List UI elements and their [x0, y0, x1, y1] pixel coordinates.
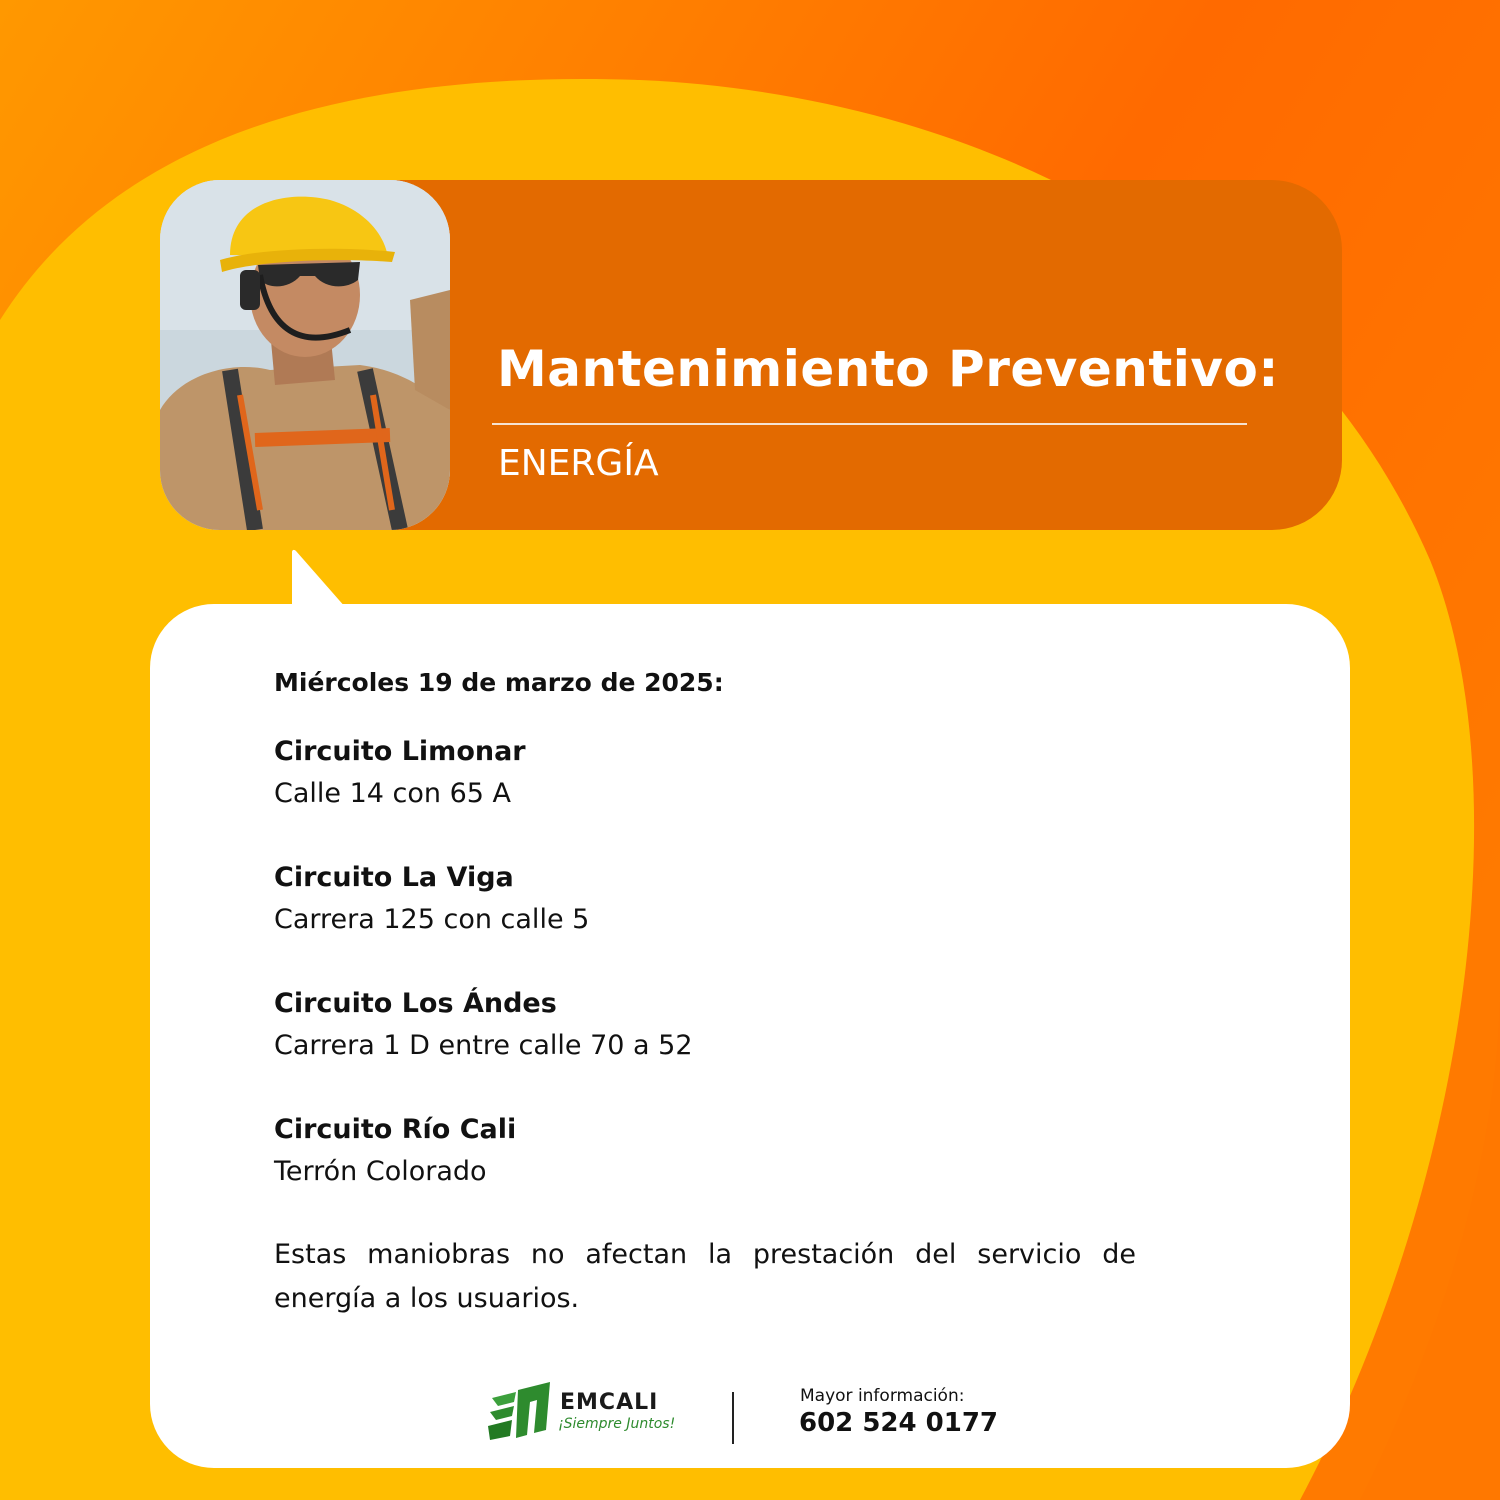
circuit-address: Carrera 125 con calle 5	[274, 904, 590, 935]
service-note: Estas maniobras no afectan la prestación del servicio de energía a los usuarios.	[274, 1239, 1136, 1314]
title-divider	[492, 423, 1247, 425]
footer-divider	[732, 1392, 734, 1444]
logo-slogan: ¡Siempre Juntos!	[558, 1416, 676, 1432]
page-title: Mantenimiento Preventivo:	[497, 340, 1279, 398]
emcali-logo	[486, 1378, 686, 1448]
circuit-name: Circuito La Viga	[274, 862, 514, 893]
page-subtitle: ENERGÍA	[498, 443, 659, 484]
circuit-item	[274, 857, 1134, 941]
schedule-date: Miércoles 19 de marzo de 2025:	[274, 668, 724, 697]
circuit-name: Circuito Limonar	[274, 736, 526, 767]
circuit-item	[274, 983, 1134, 1067]
contact-phone: 602 524 0177	[799, 1408, 999, 1438]
contact-label: Mayor información:	[800, 1386, 965, 1406]
emcali-logo-mark-icon	[486, 1378, 556, 1448]
circuit-name: Circuito Río Cali	[274, 1114, 517, 1145]
logo-name: EMCALI	[560, 1390, 659, 1415]
circuit-name: Circuito Los Ándes	[274, 988, 557, 1019]
circuit-item	[274, 1109, 1134, 1193]
worker-photo	[160, 180, 450, 530]
circuit-address: Terrón Colorado	[274, 1156, 487, 1187]
circuit-item	[274, 731, 1134, 815]
circuit-address: Calle 14 con 65 A	[274, 778, 512, 809]
circuit-address: Carrera 1 D entre calle 70 a 52	[274, 1030, 693, 1061]
